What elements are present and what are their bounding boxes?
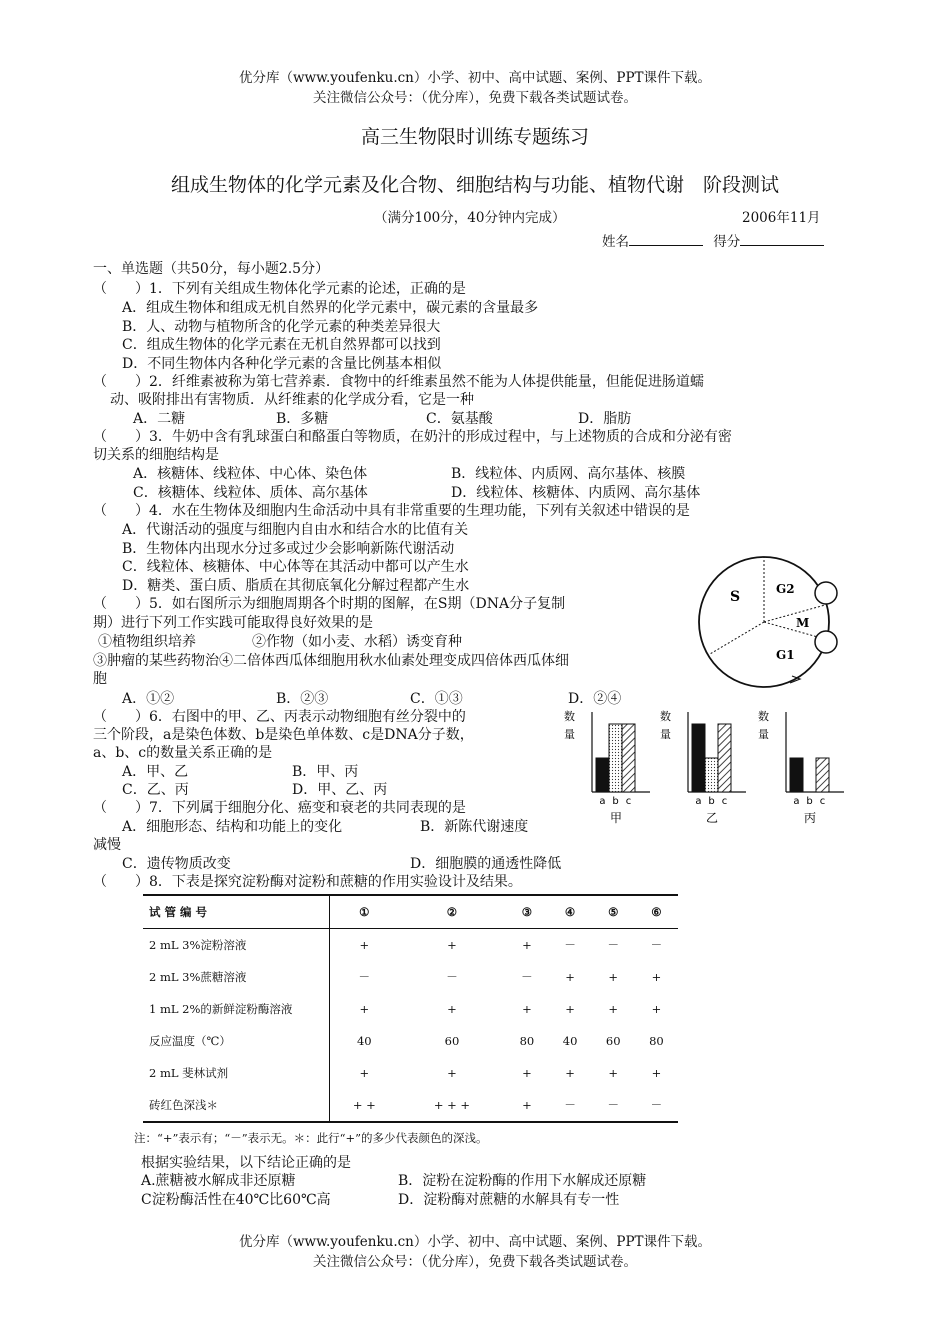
table-note: 注：“+”表示有；“－”表示无。＊：此行“+”的多少代表颜色的深浅。 — [134, 1131, 488, 1145]
q5-option-c: C．①③ — [410, 691, 463, 707]
label-m: M — [796, 616, 810, 630]
q7-option-c: C．遗传物质改变 — [122, 856, 231, 872]
table-cell: + — [447, 1002, 457, 1016]
chart-title: 丙 — [803, 811, 817, 825]
name-label: 姓名 — [602, 234, 629, 250]
table-cell: ③ — [505, 895, 548, 929]
q3-option-a: A．核糖体、线粒体、中心体、染色体 — [133, 466, 368, 482]
q7-option-a: A．细胞形态、结构和功能上的变化 — [122, 819, 343, 835]
q1-option-a: A．组成生物体和组成无机自然界的化学元素中，碳元素的含量最多 — [122, 300, 539, 316]
chart-tick-label: b — [708, 796, 715, 807]
table-row — [143, 929, 678, 962]
q1-stem: （ ）1．下列有关组成生物体化学元素的论述，正确的是 — [93, 281, 466, 297]
name-score-fields — [602, 230, 824, 250]
q2-stem-1: （ ）2．纤维素被称为第七营养素．食物中的纤维素虽然不能为人体提供能量，但能促进肠道蠕 — [93, 374, 704, 390]
table-cell: + + — [330, 1089, 399, 1122]
table-cell: + — [651, 1066, 662, 1080]
q5-option-b: B．②③ — [276, 691, 329, 707]
table-cell: + — [565, 1066, 575, 1080]
table-cell: + — [522, 938, 532, 952]
table-cell: 80 — [649, 1034, 664, 1048]
footer-line-1: 优分库（www.youfenku.cn）小学、初中、高中试题、案例、PPT课件下载。 — [238, 1234, 712, 1250]
q7-option-b: B．新陈代谢速度 — [420, 819, 529, 835]
q7-option-d: D．细胞膜的通透性降低 — [410, 856, 562, 872]
chart-ylabel: 数 — [660, 710, 671, 723]
table-cell: + — [447, 1066, 457, 1080]
table-cell: － — [521, 970, 533, 984]
chart-tick-label: a — [599, 796, 606, 807]
table-row-label: 1 mL 2%的新鲜淀粉酶溶液 — [143, 993, 330, 1025]
table-cell: + — [608, 1066, 619, 1080]
cell-circle-bottom — [815, 631, 837, 653]
chart-tick-label: c — [819, 796, 826, 807]
table-row-label: 2 mL 斐林试剂 — [143, 1057, 330, 1089]
table-cell: + — [505, 1089, 548, 1122]
table-cell: － — [607, 938, 619, 952]
table-cell: 80 — [519, 1034, 535, 1048]
chart-ylabel: 数 — [758, 710, 769, 723]
table-cell: + — [359, 1066, 370, 1080]
q6-option-c: C．乙、丙 — [122, 782, 189, 798]
table-cell: + — [651, 1002, 662, 1016]
table-cell: ⑤ — [592, 895, 635, 929]
q3-option-c: C．核糖体、线粒体、质体、高尔基体 — [133, 485, 368, 501]
table-cell: ④ — [549, 895, 592, 929]
q5-stem-1: （ ）5．如右图所示为细胞周期各个时期的图解，在S期（DNA分子复制 — [93, 596, 566, 612]
cycle-divider-left — [710, 622, 764, 654]
chart-ylabel: 量 — [758, 728, 769, 741]
table-row — [143, 1057, 678, 1089]
chart-bar-a — [692, 724, 705, 792]
q2-option-a: A．二糖 — [133, 411, 186, 427]
table-cell: － — [358, 970, 371, 984]
q2-option-c: C．氨基酸 — [426, 411, 493, 427]
q6-stem-2: 三个阶段，a是染色体数、b是染色单体数、c是DNA分子数， — [93, 727, 474, 743]
table-row-label: 试 管 编 号 — [143, 895, 330, 929]
mitosis-bar-charts — [560, 706, 850, 830]
name-field[interactable] — [629, 231, 703, 246]
label-s: S — [730, 589, 741, 605]
cell-cycle-diagram — [692, 555, 852, 690]
q1-option-c: C．组成生物体的化学元素在无机自然界都可以找到 — [122, 337, 441, 353]
table-cell: 60 — [605, 1034, 621, 1048]
q8-option-a: A.蔗糖被水解成非还原糖 — [141, 1173, 296, 1189]
table-cell: + — [608, 970, 619, 984]
q7-option-b-cont: 减慢 — [93, 837, 121, 853]
cell-circle-top — [815, 582, 837, 604]
table-cell: 60 — [444, 1034, 460, 1048]
section-heading: 一、单选题（共50分，每小题2.5分） — [93, 261, 330, 277]
chart-tick-label: c — [721, 796, 728, 807]
chart-tick-label: c — [625, 796, 632, 807]
q8-conclusion: 根据实验结果，以下结论正确的是 — [141, 1155, 351, 1171]
q5-option-a: A．①② — [122, 691, 175, 707]
chart-tick-label: a — [793, 796, 800, 807]
chart-title: 乙 — [705, 811, 719, 825]
table-cell: + — [608, 1002, 619, 1016]
table-cell: + — [522, 1002, 532, 1016]
table-cell: + — [522, 1066, 532, 1080]
table-cell: + — [447, 938, 457, 952]
score-field[interactable] — [740, 231, 824, 246]
chart-bar-c — [622, 724, 635, 792]
table-cell: + + + — [399, 1089, 506, 1122]
q8-option-c: C淀粉酶活性在40℃比60℃高 — [141, 1192, 331, 1208]
label-g2: G2 — [776, 582, 795, 596]
q2-option-b: B．多糖 — [276, 411, 329, 427]
table-header-row — [143, 895, 678, 929]
label-g1: G1 — [776, 648, 795, 662]
chart-ylabel: 数 — [564, 710, 575, 723]
table-row-label: 2 mL 3%淀粉溶液 — [143, 929, 330, 962]
q1-option-d: D．不同生物体内各种化学元素的含量比例基本相似 — [122, 356, 442, 372]
chart-tick-label: b — [806, 796, 813, 807]
q6-option-a: A．甲、乙 — [122, 764, 189, 780]
q6-option-b: B．甲、丙 — [292, 764, 359, 780]
chart-bar-c — [816, 758, 829, 792]
table-cell: + — [651, 970, 662, 984]
q4-option-c: C．线粒体、核糖体、中心体等在其活动中都可以产生水 — [122, 559, 469, 575]
q5-stem-2: 期）进行下列工作实践可能取得良好效果的是 — [93, 615, 373, 631]
table-cell: － — [446, 970, 458, 984]
table-row — [143, 1089, 678, 1122]
chart-tick-label: b — [612, 796, 619, 807]
date-info: 2006年11月 — [742, 210, 821, 226]
score-label: 得分 — [713, 234, 741, 250]
chart-bar-c — [718, 724, 731, 792]
chart-bar-b — [609, 724, 622, 792]
q2-option-d: D．脂肪 — [578, 411, 632, 427]
q3-stem-1: （ ）3．牛奶中含有乳球蛋白和酪蛋白等物质，在奶汁的形成过程中，与上述物质的合成和分泌有密 — [93, 429, 732, 445]
table-cell: + — [359, 938, 370, 952]
chart-bar-b — [705, 758, 718, 792]
q6-stem-1: （ ）6．右图中的甲、乙、丙表示动物细胞有丝分裂中的 — [93, 709, 466, 725]
cycle-divider-g2 — [764, 605, 825, 622]
q4-stem: （ ）4．水在生物体及细胞内生命活动中具有非常重要的生理功能，下列有关叙述中错误的是 — [93, 503, 690, 519]
table-cell: － — [635, 1089, 678, 1122]
q1-option-b: B．人、动物与植物所含的化学元素的种类差异很大 — [122, 319, 441, 335]
q7-stem: （ ）7．下列属于细胞分化、癌变和衰老的共同表现的是 — [93, 800, 466, 816]
table-cell: ② — [399, 895, 506, 929]
table-row — [143, 993, 678, 1025]
table-cell: － — [549, 1089, 592, 1122]
q3-option-d: D．线粒体、核糖体、内质网、高尔基体 — [451, 485, 701, 501]
q5-choices-1-2: ①植物组织培养 ②作物（如小麦、水稻）诱变育种 — [98, 634, 462, 650]
q4-option-d: D．糖类、蛋白质、脂质在其彻底氧化分解过程都产生水 — [122, 578, 470, 594]
q3-stem-2: 切关系的细胞结构是 — [93, 447, 219, 463]
chart-bar-a — [790, 758, 803, 792]
chart-bar-a — [596, 758, 609, 792]
table-cell: + — [359, 1002, 370, 1016]
table-cell: 40 — [562, 1034, 578, 1048]
table-cell: － — [564, 938, 576, 952]
chart-ylabel: 量 — [564, 728, 575, 741]
score-info: （满分100分，40分钟内完成） — [374, 210, 566, 226]
table-cell: ⑥ — [635, 895, 678, 929]
q4-option-b: B．生物体内出现水分过多或过少会影响新陈代谢活动 — [122, 541, 455, 557]
q5-option-d: D．②④ — [568, 691, 622, 707]
table-cell: － — [592, 1089, 635, 1122]
q8-stem: （ ）8．下表是探究淀粉酶对淀粉和蔗糖的作用实验设计及结果。 — [93, 874, 522, 890]
header-line-1: 优分库（www.youfenku.cn）小学、初中、高中试题、案例、PPT课件下载。 — [238, 70, 712, 86]
table-row-label: 2 mL 3%蔗糖溶液 — [143, 961, 330, 993]
doc-title: 高三生物限时训练专题练习 — [360, 126, 589, 148]
q2-stem-2: 动、吸附排出有害物质．从纤维素的化学成分看，它是一种 — [110, 392, 474, 408]
chart-ylabel: 量 — [660, 728, 671, 741]
table-row — [143, 1025, 678, 1057]
q5-choices-3-4: ③肿瘤的某些药物治④二倍体西瓜体细胞用秋水仙素处理变成四倍体西瓜体细 — [93, 653, 569, 669]
q8-option-d: D．淀粉酶对蔗糖的水解具有专一性 — [398, 1192, 620, 1208]
q6-option-d: D．甲、乙、丙 — [292, 782, 388, 798]
q5-choices-3-4-cont: 胞 — [93, 671, 107, 687]
footer-line-2: 关注微信公众号：（优分库），免费下载各类试题试卷。 — [313, 1254, 637, 1270]
header-line-2: 关注微信公众号：（优分库），免费下载各类试题试卷。 — [313, 90, 637, 106]
chart-title: 甲 — [609, 811, 623, 825]
q3-option-b: B．线粒体、内质网、高尔基体、核膜 — [451, 466, 686, 482]
doc-subtitle: 组成生物体的化学元素及化合物、细胞结构与功能、植物代谢 阶段测试 — [170, 174, 779, 196]
table-row-label: 砖红色深浅＊ — [143, 1089, 330, 1122]
table-row — [143, 961, 678, 993]
table-cell: + — [565, 970, 575, 984]
chart-tick-label: a — [695, 796, 702, 807]
table-cell: + — [565, 1002, 575, 1016]
q8-option-b: B．淀粉在淀粉酶的作用下水解成还原糖 — [398, 1173, 647, 1189]
table-cell: ① — [330, 895, 399, 929]
table-cell: － — [650, 938, 663, 952]
q4-option-a: A．代谢活动的强度与细胞内自由水和结合水的比值有关 — [122, 522, 469, 538]
table-row-label: 反应温度（℃） — [143, 1025, 330, 1057]
experiment-table — [143, 894, 678, 1123]
q6-stem-3: a、b、c的数量关系正确的是 — [93, 745, 273, 761]
table-cell: 40 — [356, 1034, 372, 1048]
